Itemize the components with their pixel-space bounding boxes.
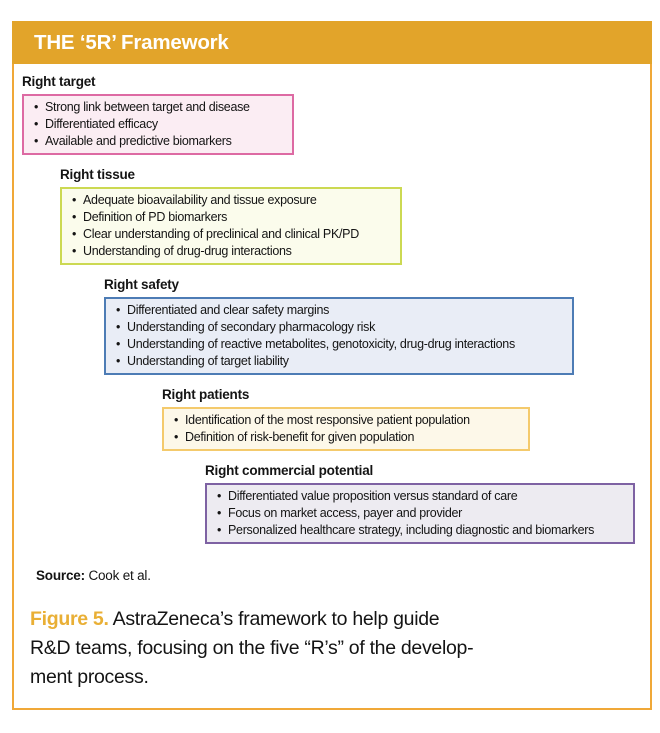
section-right-patients-box xyxy=(162,407,530,451)
source-text: Cook et al. xyxy=(88,568,151,583)
bullet-item: • Understanding of reactive metabolites, genotoxicity, drug-drug interactions xyxy=(114,336,566,353)
section-right-target-label: Right target xyxy=(22,74,96,89)
source-label: Source: xyxy=(36,568,85,583)
section-right-tissue xyxy=(60,167,650,265)
section-right-patients xyxy=(162,387,650,451)
figure-title-bar xyxy=(12,21,652,64)
bullet-item: • Understanding of target liability xyxy=(114,353,566,370)
section-right-target xyxy=(22,74,650,155)
bullet-item: • Strong link between target and disease xyxy=(32,99,286,116)
section-right-safety-box xyxy=(104,297,574,375)
section-right-commercial-potential xyxy=(205,463,650,544)
figure-title: THE ‘5R’ Framework xyxy=(34,31,229,54)
section-right-tissue-label: Right tissue xyxy=(60,167,135,182)
section-right-patients-label: Right patients xyxy=(162,387,250,402)
bullet-item: • Available and predictive biomarkers xyxy=(32,133,286,150)
caption-line-1: AstraZeneca’s framework to help guide xyxy=(112,608,440,630)
section-right-target-box xyxy=(22,94,294,155)
bullet-item: • Definition of PD biomarkers xyxy=(70,209,394,226)
source-line xyxy=(36,568,650,583)
bullet-item: • Personalized healthcare strategy, including diagnostic and biomarkers xyxy=(215,522,627,539)
section-right-tissue-box xyxy=(60,187,402,265)
section-right-commercial-potential-box xyxy=(205,483,635,544)
five-r-framework-figure xyxy=(12,21,652,710)
figure-number: Figure 5. xyxy=(30,608,109,630)
bullet-item: • Differentiated value proposition versus standard of care xyxy=(215,488,627,505)
bullet-item: • Adequate bioavailability and tissue exposure xyxy=(70,192,394,209)
bullet-item: • Clear understanding of preclinical and clinical PK/PD xyxy=(70,226,394,243)
bullet-item: • Understanding of secondary pharmacology risk xyxy=(114,319,566,336)
section-right-safety-label: Right safety xyxy=(104,277,179,292)
caption-line-3: ment process. xyxy=(30,666,149,688)
bullet-item: • Focus on market access, payer and provider xyxy=(215,505,627,522)
bullet-item: • Understanding of drug-drug interactions xyxy=(70,243,394,260)
bullet-item: • Differentiated and clear safety margins xyxy=(114,302,566,319)
bullet-item: • Differentiated efficacy xyxy=(32,116,286,133)
figure-caption xyxy=(30,605,638,692)
section-right-safety xyxy=(104,277,650,375)
bullet-item: • Definition of risk-benefit for given population xyxy=(172,429,522,446)
section-right-commercial-potential-label: Right commercial potential xyxy=(205,463,374,478)
figure-body xyxy=(12,64,652,710)
caption-line-2: R&D teams, focusing on the five “R’s” of the develop- xyxy=(30,637,474,659)
bullet-item: • Identification of the most responsive patient population xyxy=(172,412,522,429)
